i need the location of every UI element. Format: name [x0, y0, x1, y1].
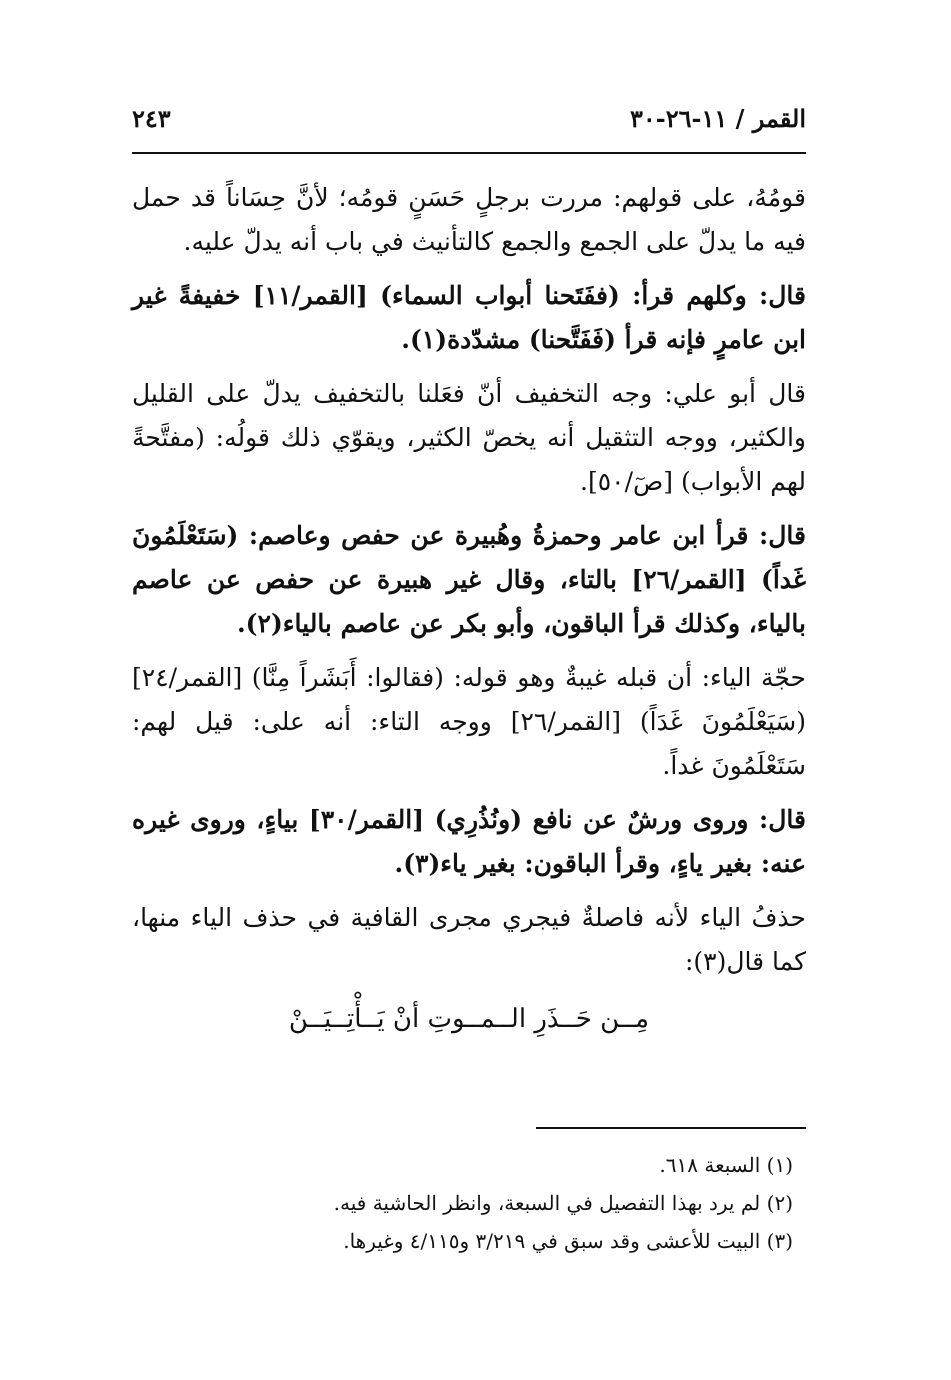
- main-text: [132, 176, 806, 1044]
- page-header: [132, 92, 806, 154]
- poetry-verse: مِــن حَــذَرِ الــمــوتِ أنْ يَــأْتِــيَــنْ: [288, 1004, 650, 1034]
- paragraph-continuation: قومُهُ، على قولهم: مررت برجلٍ حَسَنٍ قومُه؛ لأنَّ حِسَاناً قد حمل فيه ما يدلّ على الجمع والجمع كالتأنيث في باب أنه يدلّ عليه.: [132, 183, 806, 256]
- paragraph-qala-3: قال: وروى ورشٌ عن نافع (ونُذُرِي) [القمر/٣٠] بياءٍ، وروى غيره عنه: بغير ياءٍ، وقرأ الباقون: بغير ياء(٣).: [132, 805, 807, 878]
- footnote-2: (٢) لم يرد بهذا التفصيل في السبعة، وانظر الحاشية فيه.: [333, 1191, 793, 1215]
- paragraph-qala-1: قال: وكلهم قرأ: (ففَتَحنا أبواب السماء) [القمر/١١] خفيفةً غير ابن عامرٍ فإنه قرأ (فَفَتَّحنا) مشدّدة(١).: [132, 281, 806, 354]
- paragraph-hujjat-al-ya: حجّة الياء: أن قبله غيبةٌ وهو قوله: (فقالوا: أَبَشَراً مِنَّا) [القمر/٢٤] (سَيَعْلَمُونَ غَدَاً) [القمر/٢٦] ووجه التاء: أنه على: قيل لهم: سَتَعْلَمُونَ غداً.: [132, 663, 806, 780]
- footnote-3: (٣) البيت للأعشى وقد سبق في ٣/٢١٩ و٤/١١٥ وغيرها.: [343, 1229, 793, 1253]
- footnotes: [132, 1146, 793, 1260]
- paragraph-qala-2: قال: قرأ ابن عامر وحمزةُ وهُبيرة عن حفص وعاصم: (سَتَعْلَمُونَ غَداً) [القمر/٢٦] بالتاء، وقال غير هبيرة عن حفص عن عاصم بالياء، وكذلك قرأ الباقون، وأبو بكر عن عاصم بالياء(٢).: [132, 521, 806, 638]
- paragraph-abu-ali: قال أبو علي: وجه التخفيف أنّ فعَلنا بالتخفيف يدلّ على القليل والكثير، ووجه التثقيل أنه يخصّ الكثير، ويقوّي ذلك قولُه: (مفتَّحةً لهم الأبواب) [صٓ/٥٠].: [132, 379, 806, 496]
- footnote-separator: [536, 1127, 806, 1129]
- paragraph-hadhf-al-ya: حذفُ الياء لأنه فاصلةٌ فيجري مجرى القافية في حذف الياء منها، كما قال(٣):: [132, 903, 806, 976]
- running-title: القمر / ١١-٢٦-٣٠: [630, 104, 806, 133]
- footnote-1: (١) السبعة ٦١٨.: [659, 1153, 793, 1177]
- page-number: ٢٤٣: [132, 104, 171, 133]
